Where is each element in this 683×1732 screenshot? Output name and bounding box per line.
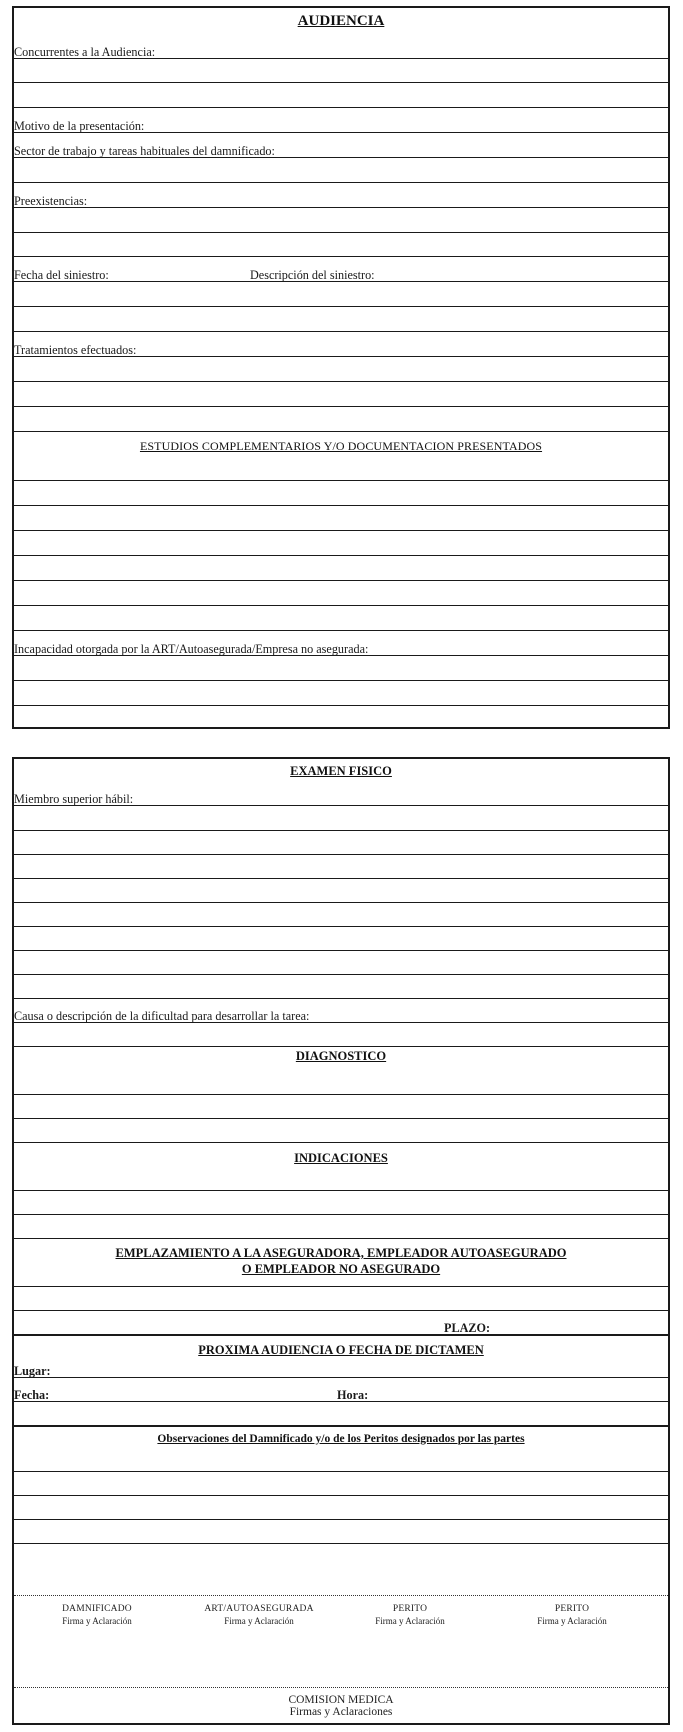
observaciones-title: Observaciones del Damnificado y/o de los Peritos designados por las partes — [157, 1433, 525, 1445]
form-line — [14, 381, 668, 382]
form-line — [14, 1310, 668, 1311]
firma-sub: Firma y Aclaración — [224, 1615, 294, 1626]
causa-label: Causa o descripción de la dificultad para desarrollar la tarea: — [14, 1009, 310, 1023]
form-line — [14, 1238, 668, 1239]
comision-title: COMISION MEDICA — [288, 1694, 394, 1706]
form-line — [14, 998, 668, 999]
form-line — [14, 1046, 668, 1047]
motivo-label: Motivo de la presentación: — [14, 119, 145, 133]
form-line — [14, 1094, 668, 1095]
form-line — [14, 132, 668, 133]
diagnostico-title: DIAGNOSTICO — [295, 1049, 387, 1063]
plazo-label: PLAZO: — [444, 1321, 491, 1335]
firma-perito-2 — [497, 1604, 647, 1627]
firma-sub: Firma y Aclaración — [537, 1615, 607, 1626]
firma-sub: Firma y Aclaración — [375, 1615, 445, 1626]
form-line — [14, 680, 668, 681]
incapacidad-label: Incapacidad otorgada por la ART/Autoasegurada/Empresa no asegurada: — [14, 642, 369, 656]
examen-section — [12, 757, 670, 1725]
form-line — [14, 431, 668, 432]
comision-divider — [14, 1687, 668, 1688]
form-line — [14, 830, 668, 831]
audiencia-title: AUDIENCIA — [297, 13, 385, 29]
lugar-label: Lugar: — [14, 1364, 51, 1378]
form-line — [14, 605, 668, 606]
form-line — [14, 281, 668, 282]
form-line — [14, 1401, 668, 1402]
form-line — [14, 356, 668, 357]
firma-role: DAMNIFICADO — [62, 1604, 132, 1614]
form-line — [14, 1377, 668, 1378]
firma-sub: Firma y Aclaración — [62, 1615, 132, 1626]
form-line — [14, 182, 668, 183]
comision-medica — [14, 1694, 668, 1718]
form-line — [14, 878, 668, 879]
firma-role: PERITO — [392, 1604, 428, 1614]
firma-art — [184, 1604, 334, 1627]
form-line — [14, 530, 668, 531]
comision-sub: Firmas y Aclaraciones — [289, 1706, 393, 1718]
form-line — [14, 331, 668, 332]
firma-role: PERITO — [554, 1604, 590, 1614]
form-line — [14, 82, 668, 83]
form-line — [14, 630, 668, 631]
form-line — [14, 580, 668, 581]
estudios-title: ESTUDIOS COMPLEMENTARIOS Y/O DOCUMENTACION PRESENTADOS — [139, 439, 543, 453]
form-line — [14, 805, 668, 806]
form-line — [14, 58, 668, 59]
preexistencias-label: Preexistencias: — [14, 194, 88, 208]
form-line — [14, 1543, 668, 1544]
indicaciones-title: INDICACIONES — [294, 1151, 388, 1165]
form-line — [14, 926, 668, 927]
form-line — [14, 555, 668, 556]
descripcion-siniestro-label: Descripción del siniestro: — [250, 268, 375, 282]
emplazamiento-line-1: EMPLAZAMIENTO A LA ASEGURADORA, EMPLEADOR AUTOASEGURADO — [115, 1246, 567, 1260]
firma-perito-1 — [335, 1604, 485, 1627]
form-line — [14, 1495, 668, 1496]
firma-role: ART/AUTOASEGURADA — [204, 1604, 314, 1614]
form-line — [14, 854, 668, 855]
form-line — [14, 705, 668, 706]
form-line — [14, 480, 668, 481]
form-line — [14, 1022, 668, 1023]
form-line — [14, 406, 668, 407]
form-line — [14, 505, 668, 506]
proxima-audiencia-title: PROXIMA AUDIENCIA O FECHA DE DICTAMEN — [198, 1343, 484, 1357]
form-line — [14, 1214, 668, 1215]
examen-title: EXAMEN FISICO — [290, 764, 392, 778]
miembro-label: Miembro superior hábil: — [14, 792, 134, 806]
form-line — [14, 655, 668, 656]
form-line — [14, 1334, 668, 1336]
form-line — [14, 232, 668, 233]
form-line — [14, 107, 668, 108]
form-line — [14, 157, 668, 158]
form-line — [14, 1286, 668, 1287]
form-line — [14, 1471, 668, 1472]
form-line — [14, 306, 668, 307]
emplazamiento-title — [14, 1246, 668, 1277]
form-line — [14, 207, 668, 208]
form-line — [14, 902, 668, 903]
form-line — [14, 256, 668, 257]
form-line — [14, 1519, 668, 1520]
form-line — [14, 1425, 668, 1427]
audiencia-section — [12, 6, 670, 729]
form-line — [14, 950, 668, 951]
tratamientos-label: Tratamientos efectuados: — [14, 343, 137, 357]
firma-damnificado — [22, 1604, 172, 1627]
sector-label: Sector de trabajo y tareas habituales del damnificado: — [14, 144, 275, 158]
hora-label: Hora: — [337, 1388, 369, 1402]
fecha-label: Fecha: — [14, 1388, 50, 1402]
form-line — [14, 1190, 668, 1191]
emplazamiento-line-2: O EMPLEADOR NO ASEGURADO — [241, 1262, 441, 1276]
form-line — [14, 1142, 668, 1143]
form-line — [14, 1118, 668, 1119]
fecha-siniestro-label: Fecha del siniestro: — [14, 268, 109, 282]
form-line — [14, 974, 668, 975]
concurrentes-label: Concurrentes a la Audiencia: — [14, 45, 156, 59]
signature-divider — [14, 1595, 668, 1596]
